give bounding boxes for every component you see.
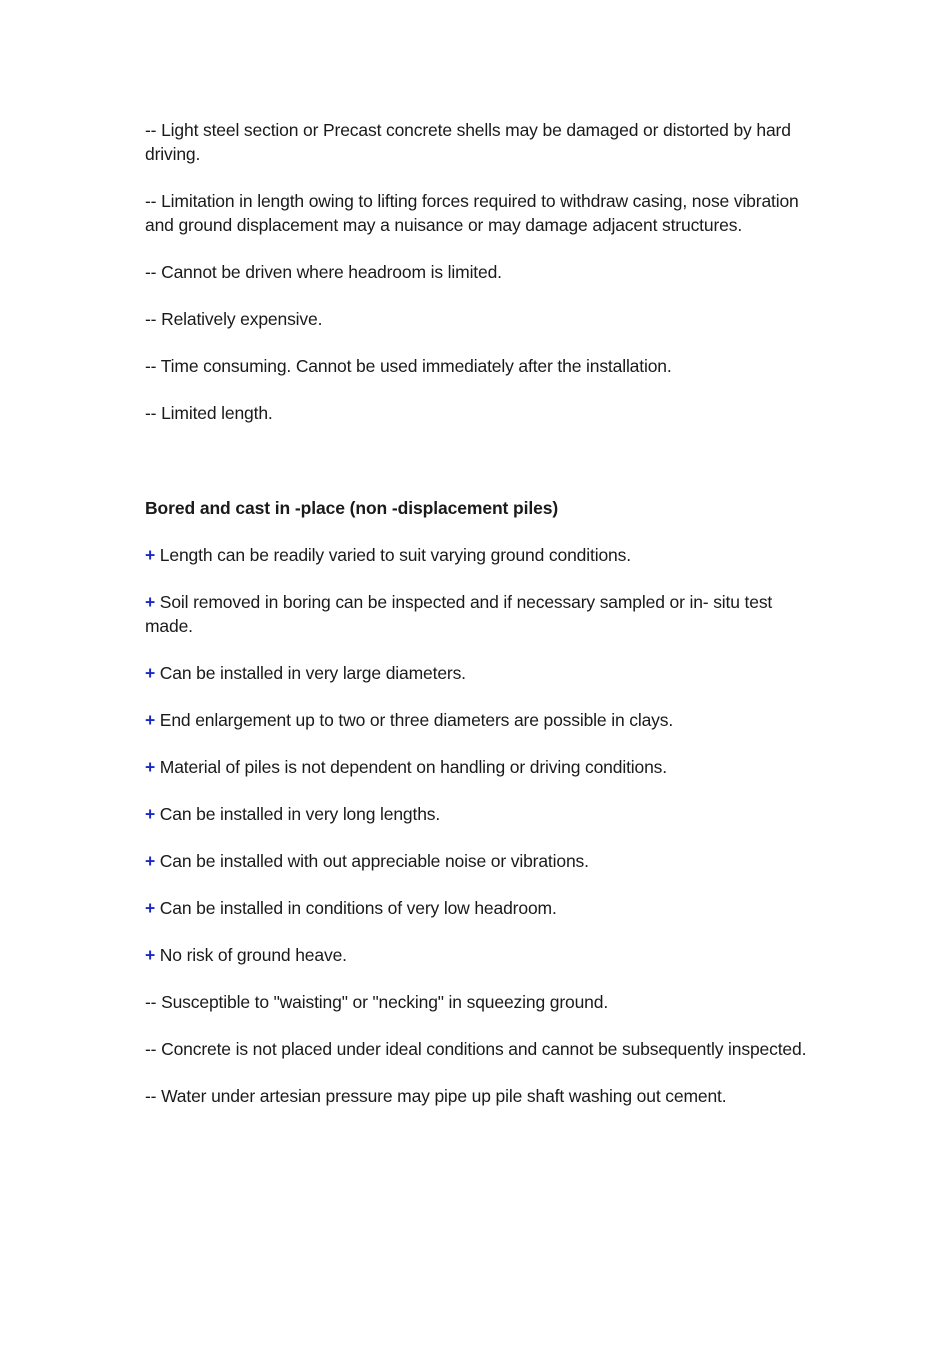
list-item [145,543,817,567]
list-item-text: Susceptible to "waisting" or "necking" in squeezing ground. [161,992,609,1012]
dash-marker: -- [145,403,157,423]
list-item [145,802,817,826]
list-item [145,260,817,284]
list-item [145,896,817,920]
pros-cons-list [145,543,817,1108]
list-item [145,708,817,732]
dash-marker: -- [145,1086,157,1106]
list-item-text: Limitation in length owing to lifting forces required to withdraw casing, nose vibration and ground displacement may a nuisance or may damage adjacent structures. [145,191,799,235]
section-heading: Bored and cast in -place (non -displacement piles) [145,498,559,518]
plus-marker: + [145,945,156,965]
plus-marker: + [145,757,156,777]
list-item [145,943,817,967]
plus-marker: + [145,804,156,824]
list-item [145,1084,817,1108]
list-item-text: Light steel section or Precast concrete shells may be damaged or distorted by hard driving. [145,120,791,164]
plus-marker: + [145,592,156,612]
page-content [145,118,817,1131]
list-item-text: Can be installed in very long lengths. [159,804,441,824]
list-item-text: Limited length. [161,403,273,423]
disadvantages-list [145,118,817,425]
list-item [145,401,817,425]
section-spacer [145,448,817,496]
list-item-text: Water under artesian pressure may pipe up pile shaft washing out cement. [161,1086,727,1106]
list-item-text: End enlargement up to two or three diameters are possible in clays. [159,710,674,730]
list-item-text: Can be installed with out appreciable noise or vibrations. [159,851,589,871]
plus-marker: + [145,710,156,730]
dash-marker: -- [145,120,157,140]
list-item [145,590,817,638]
dash-marker: -- [145,262,157,282]
list-item-text: Concrete is not placed under ideal conditions and cannot be subsequently inspected. [161,1039,807,1059]
list-item-text: Cannot be driven where headroom is limited. [161,262,502,282]
list-item-text: Time consuming. Cannot be used immediately after the installation. [160,356,672,376]
list-item-text: Length can be readily varied to suit varying ground conditions. [159,545,631,565]
list-item-text: Can be installed in conditions of very low headroom. [159,898,557,918]
dash-marker: -- [145,191,157,211]
list-item [145,849,817,873]
dash-marker: -- [145,992,157,1012]
dash-marker: -- [145,1039,157,1059]
plus-marker: + [145,663,156,683]
list-item-text: Soil removed in boring can be inspected and if necessary sampled or in- situ test made. [145,592,773,636]
list-item [145,990,817,1014]
list-item-text: Can be installed in very large diameters. [159,663,466,683]
dash-marker: -- [145,356,157,376]
plus-marker: + [145,851,156,871]
list-item-text: Relatively expensive. [161,309,323,329]
dash-marker: -- [145,309,157,329]
list-item [145,661,817,685]
plus-marker: + [145,898,156,918]
list-item-text: Material of piles is not dependent on handling or driving conditions. [159,757,667,777]
list-item [145,354,817,378]
list-item [145,755,817,779]
list-item [145,307,817,331]
list-item [145,189,817,237]
plus-marker: + [145,545,156,565]
list-item [145,1037,817,1061]
list-item-text: No risk of ground heave. [159,945,347,965]
list-item [145,118,817,166]
